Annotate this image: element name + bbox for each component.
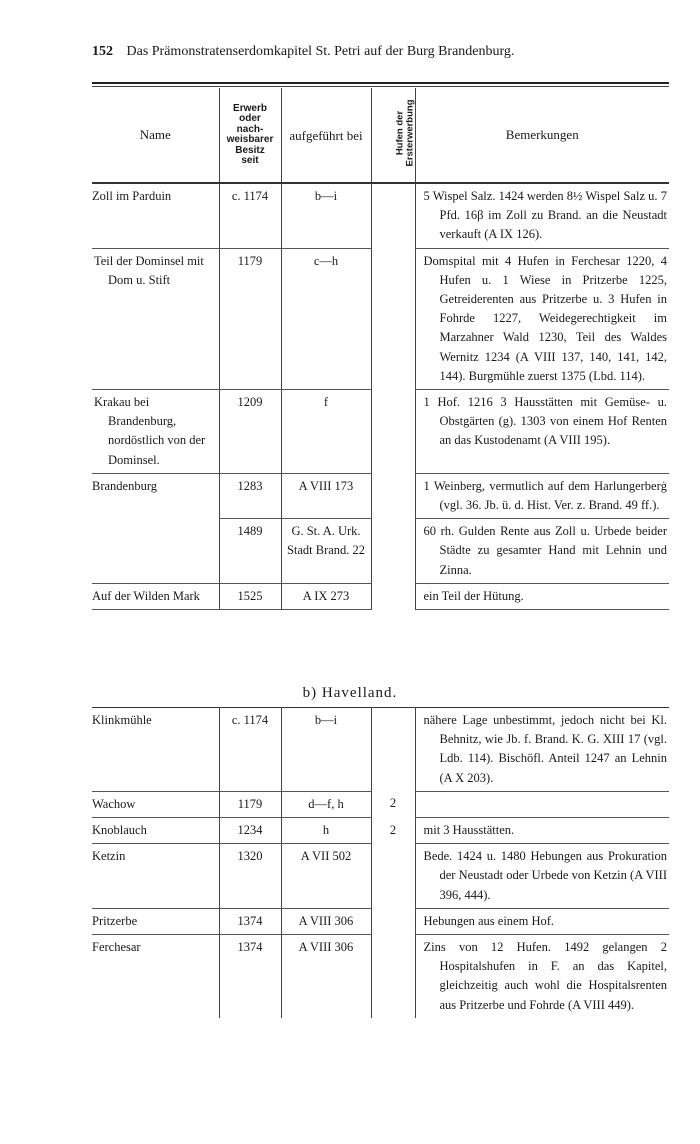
page-number: 152 (92, 44, 113, 59)
header-rule (92, 82, 669, 84)
table-row (92, 791, 669, 817)
cell-bei: f (281, 390, 371, 474)
running-title: Das Prämonstratenserdomkapitel St. Petri auf der Burg Brandenburg. (126, 44, 515, 59)
cell-bemerkungen: 1 Hof. 1216 3 Hausstätten mit Gemüse- u. Obstgärten (g). 1303 von einem Hof Renten an das Kustodenamt (A VIII 195). (415, 390, 669, 474)
table-row (92, 183, 669, 248)
col-header-aufgefuehrt: aufgeführt bei (281, 88, 371, 183)
cell-hufen: 2 (371, 791, 415, 817)
cell-seit: 1374 (219, 908, 281, 934)
page-header (92, 44, 632, 60)
cell-seit: c. 1174 (219, 183, 281, 248)
cell-bemerkungen: 60 rh. Gulden Rente aus Zoll u. Urbede beider Städte zu gesamter Hand mit Lehnin und Zinna. (415, 519, 669, 584)
table-row (92, 248, 669, 389)
cell-bemerkungen: Bede. 1424 u. 1480 Hebungen aus Prokuration der Neustadt oder Urbede von Ketzin (A VIII 396, 444). (415, 844, 669, 909)
cell-seit: 1283 (219, 473, 281, 518)
cell-name: Teil der Dominsel mit Dom u. Stift (92, 248, 219, 389)
cell-bei: c—h (281, 248, 371, 389)
cell-bei: A VIII 173 (281, 473, 371, 518)
cell-bemerkungen (415, 791, 669, 817)
cell-name: Zoll im Parduin (92, 183, 219, 248)
cell-bemerkungen: nähere Lage unbestimmt, jedoch nicht bei Kl. Behnitz, wie Jb. f. Brand. K. G. XIII 17 (vgl. Ldb. 114). Bischöfl. Anteil 1247 an Lehnin (A X 203). (415, 708, 669, 792)
cell-seit: 1179 (219, 791, 281, 817)
cell-bei: A IX 273 (281, 583, 371, 609)
cell-bei: b—i (281, 708, 371, 792)
table-row (92, 908, 669, 934)
cell-hufen (371, 583, 415, 609)
col-header-hufen: Hufen der Ersterwerbung (371, 88, 415, 183)
cell-bei: d—f, h (281, 791, 371, 817)
cell-name: Klinkmühle (92, 708, 219, 792)
cell-seit: 1234 (219, 818, 281, 844)
cell-name (92, 519, 219, 584)
cell-name: Auf der Wilden Mark (92, 583, 219, 609)
cell-name: Pritzerbe (92, 908, 219, 934)
cell-name: Brandenburg (92, 478, 158, 493)
cell-bemerkungen: Hebungen aus einem Hof. (415, 908, 669, 934)
cell-bei: G. St. A. Urk. Stadt Brand. 22 (281, 519, 371, 584)
cell-hufen (371, 844, 415, 909)
cell-name: Ketzin (92, 844, 219, 909)
table-row (92, 935, 669, 1018)
cell-bei: b—i (281, 183, 371, 248)
header-rule-thin (92, 86, 669, 87)
cell-bemerkungen: 1 Weinberg, vermutlich auf dem Harlungerberġ (vgl. 36. Jb. ü. d. Hist. Ver. z. Brand. 49 ff.). (415, 473, 669, 518)
cell-bei: A VII 502 (281, 844, 371, 909)
table-row (92, 473, 669, 518)
cell-hufen (371, 473, 415, 518)
cell-hufen (371, 183, 415, 248)
table-row (92, 708, 669, 792)
cell-bei: h (281, 818, 371, 844)
cell-bei: A VIII 306 (281, 908, 371, 934)
cell-seit: 1489 (219, 519, 281, 584)
cell-seit: 1320 (219, 844, 281, 909)
table-header-row (92, 88, 669, 183)
cell-hufen (371, 248, 415, 389)
cell-bemerkungen: 5 Wispel Salz. 1424 werden 8½ Wispel Salz u. 7 Pfd. 16β im Zoll zu Brand. an die Neustadt verkauft (A IX 126). (415, 183, 669, 248)
cell-seit: 1179 (219, 248, 281, 389)
cell-seit: 1209 (219, 390, 281, 474)
cell-bemerkungen: Domspital mit 4 Hufen in Ferchesar 1220, 4 Hufen u. 1 Wiese in Pritzerbe 1225, Getreiderenten aus Pritzerbe u. 3 Hufen in Fohrde 1227, Weidegerechtigkeit im Marzahner Wald 1230, Teil des Waldes Wernitz 1234 (A VIII 137, 140, 141, 142, 144). Burgmühle zuerst 1375 (Lbd. 114). (415, 248, 669, 389)
cell-bemerkungen: Zins von 12 Hufen. 1492 gelangen 2 Hospitalshufen in F. an das Kapitel, gleichzeitig auch wohl die Hospitalsrenten aus Pritzerbe und Fohrde (A VIII 449). (415, 935, 669, 1018)
table-row (92, 390, 669, 474)
col-header-bemerkungen: Bemerkungen (415, 88, 669, 183)
table-section-b (92, 707, 669, 1018)
cell-seit: c. 1174 (219, 708, 281, 792)
table-row (92, 519, 669, 584)
cell-seit: 1374 (219, 935, 281, 1018)
table-section-a (92, 88, 669, 610)
col-header-name: Name (92, 88, 219, 183)
table-row (92, 818, 669, 844)
cell-hufen (371, 908, 415, 934)
cell-name: Wachow (92, 791, 219, 817)
section-title: b) Havelland. (302, 685, 398, 701)
cell-name: Knoblauch (92, 818, 219, 844)
cell-bemerkungen: mit 3 Hausstätten. (415, 818, 669, 844)
cell-hufen (371, 519, 415, 584)
cell-bei: A VIII 306 (281, 935, 371, 1018)
cell-seit: 1525 (219, 583, 281, 609)
cell-name: Ferchesar (92, 940, 141, 955)
table-row (92, 583, 669, 609)
cell-hufen (371, 708, 415, 792)
cell-hufen (371, 390, 415, 474)
cell-name: Krakau bei Brandenburg, nordöstlich von der Dominsel. (92, 390, 219, 474)
table-row (92, 844, 669, 909)
col-header-erwerb: Erwerb oder nach- weisbarer Besitz seit (219, 88, 281, 183)
cell-bemerkungen: ein Teil der Hütung. (415, 583, 669, 609)
cell-hufen (371, 935, 415, 1018)
cell-hufen: 2 (371, 818, 415, 844)
